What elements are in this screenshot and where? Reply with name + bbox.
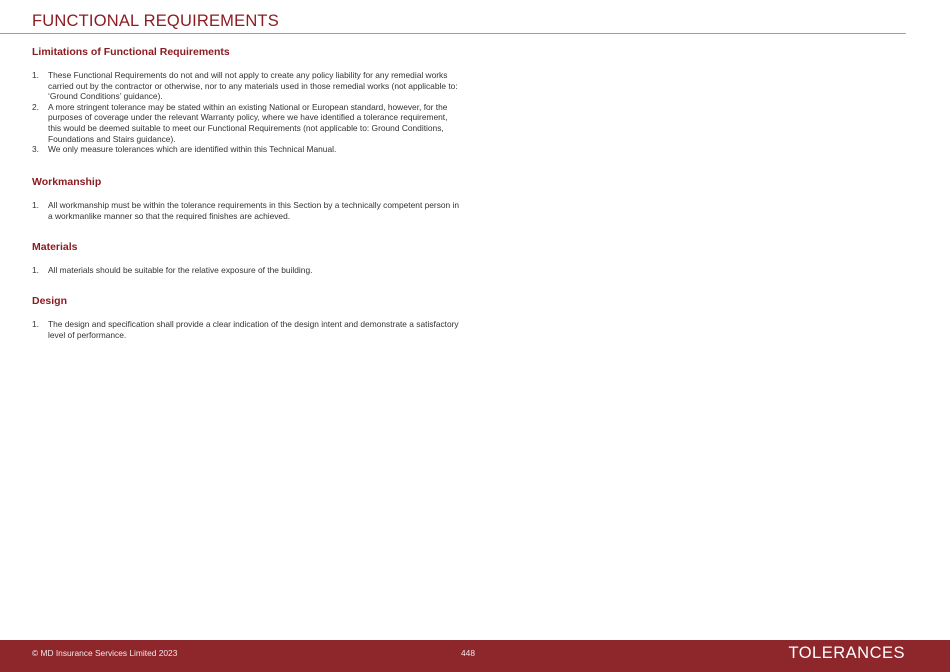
list-item <box>32 144 462 155</box>
list-item-text: These Functional Requirements do not and will not apply to create any policy liability for any remedial works carried out by the contractor or otherwise, nor to any materials used in those remedial works (not applicable to: ‘Ground Conditions’ guidance). <box>48 70 458 102</box>
list-number: 2. <box>32 101 39 112</box>
section-workmanship <box>32 175 462 221</box>
page-number: 448 <box>461 648 475 658</box>
list-item <box>32 102 462 144</box>
numbered-list <box>32 319 462 340</box>
list-item-text: All workmanship must be within the tolerance requirements in this Section by a technically competent person in a workmanlike manner so that the required finishes are achieved. <box>48 200 460 221</box>
section-heading: Design <box>32 295 68 307</box>
list-number: 1. <box>32 319 39 329</box>
section-heading: Limitations of Functional Requirements <box>32 46 230 58</box>
list-item <box>32 265 462 276</box>
list-number: 3. <box>32 144 39 155</box>
section-limitations <box>32 45 462 155</box>
section-design <box>32 294 462 340</box>
numbered-list <box>32 70 462 155</box>
page-footer <box>0 640 950 672</box>
footer-section-title: TOLERANCES <box>788 644 905 662</box>
section-heading: Materials <box>32 241 78 253</box>
list-item-text: The design and specification shall provide a clear indication of the design intent and demonstrate a satisfactory level of performance. <box>48 319 459 340</box>
list-item-text: A more stringent tolerance may be stated within an existing National or European standard, however, for the purposes of coverage under the relevant Warranty policy, where we have identified a tolerance requirement, this would be deemed suitable to meet our Functional Requirements (not applicable to: Ground Conditions, Foundations and Stairs guidance). <box>48 101 448 144</box>
list-item <box>32 70 462 102</box>
section-materials <box>32 240 462 276</box>
copyright-text: © MD Insurance Services Limited 2023 <box>32 648 178 658</box>
section-heading: Workmanship <box>32 176 102 188</box>
list-item <box>32 319 462 340</box>
list-item <box>32 200 462 221</box>
numbered-list <box>32 200 462 221</box>
numbered-list <box>32 265 462 276</box>
list-number: 1. <box>32 70 39 80</box>
page-header <box>0 0 906 34</box>
list-item-text: We only measure tolerances which are identified within this Technical Manual. <box>48 144 337 155</box>
page-title: FUNCTIONAL REQUIREMENTS <box>32 12 279 30</box>
list-item-text: All materials should be suitable for the relative exposure of the building. <box>48 265 313 275</box>
list-number: 1. <box>32 265 39 275</box>
list-number: 1. <box>32 200 39 210</box>
